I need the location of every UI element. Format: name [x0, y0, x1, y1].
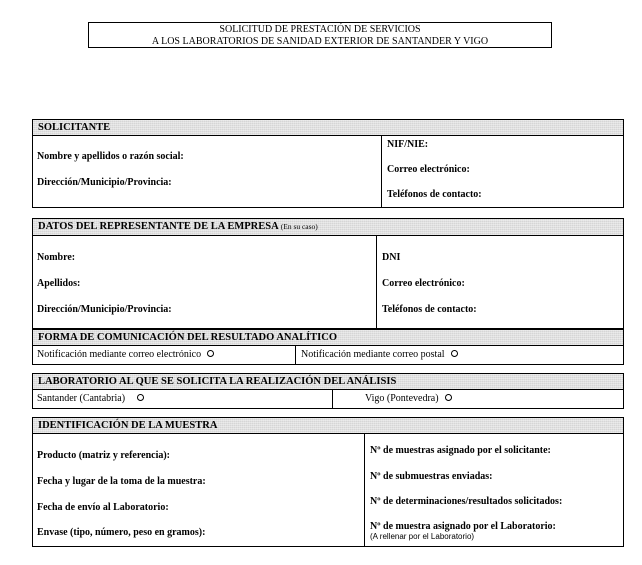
- form-title-box: [88, 22, 552, 48]
- option-santander-label: Santander (Cantabria): [37, 393, 126, 404]
- option-vigo: [365, 393, 452, 404]
- option-santander: [37, 393, 144, 404]
- field-correo: Correo electrónico:: [387, 164, 470, 175]
- radio-postal[interactable]: [451, 350, 458, 357]
- field-rep-direccion: Dirección/Municipio/Provincia:: [37, 304, 172, 315]
- field-n-muestras: Nº de muestras asignado por el solicitante:: [370, 445, 551, 456]
- field-fecha-lugar: Fecha y lugar de la toma de la muestra:: [37, 476, 206, 487]
- form-title-line-2: A LOS LABORATORIOS DE SANIDAD EXTERIOR DE SANTANDER Y VIGO: [151, 36, 489, 47]
- field-envase: Envase (tipo, número, peso en gramos):: [37, 527, 206, 538]
- section-representante-note: (En su caso): [280, 222, 318, 231]
- field-rep-telefonos: Teléfonos de contacto:: [382, 304, 477, 315]
- radio-vigo[interactable]: [445, 394, 452, 401]
- section-solicitante-title: SOLICITANTE: [38, 122, 111, 133]
- application-form: [32, 119, 624, 565]
- option-postal: [301, 349, 458, 360]
- field-n-determinaciones: Nº de determinaciones/resultados solicitados:: [370, 496, 563, 507]
- field-nif: NIF/NIE:: [387, 139, 429, 150]
- section-representante-header: [32, 218, 624, 236]
- field-n-submuestras: Nº de submuestras enviadas:: [370, 471, 493, 482]
- field-rep-dni: DNI: [382, 252, 401, 263]
- radio-santander[interactable]: [137, 394, 144, 401]
- section-comunicacion-title: FORMA DE COMUNICACIÓN DEL RESULTADO ANALÍTICO: [38, 332, 337, 343]
- field-telefonos: Teléfonos de contacto:: [387, 189, 482, 200]
- section-muestra-title: IDENTIFICACIÓN DE LA MUESTRA: [38, 420, 218, 431]
- radio-email[interactable]: [207, 350, 214, 357]
- field-nombre-razon-social: Nombre y apellidos o razón social:: [37, 151, 184, 162]
- section-solicitante-header: [32, 119, 624, 136]
- field-n-muestra-lab-note: (A rellenar por el Laboratorio): [370, 532, 475, 541]
- field-rep-apellidos: Apellidos:: [37, 278, 81, 289]
- field-producto: Producto (matriz y referencia):: [37, 450, 171, 461]
- field-rep-nombre: Nombre:: [37, 252, 76, 263]
- option-email: [37, 349, 214, 360]
- form-title-line-1: SOLICITUD DE PRESTACIÓN DE SERVICIOS: [219, 24, 421, 35]
- option-email-label: Notificación mediante correo electrónico: [37, 349, 202, 360]
- section-representante-title: DATOS DEL REPRESENTANTE DE LA EMPRESA: [38, 221, 279, 232]
- section-laboratorio-title: LABORATORIO AL QUE SE SOLICITA LA REALIZACIÓN DEL ANÁLISIS: [38, 376, 397, 387]
- solicitante-left-cell[interactable]: [32, 135, 382, 208]
- field-fecha-envio: Fecha de envío al Laboratorio:: [37, 502, 169, 513]
- section-muestra-header: [32, 417, 624, 434]
- field-n-muestra-lab: Nº de muestra asignado por el Laboratorio:: [370, 521, 556, 532]
- option-vigo-label: Vigo (Pontevedra): [365, 393, 439, 404]
- option-postal-label: Notificación mediante correo postal: [301, 349, 445, 360]
- section-comunicacion-header: [32, 329, 624, 346]
- field-rep-correo: Correo electrónico:: [382, 278, 465, 289]
- section-laboratorio-header: [32, 373, 624, 390]
- field-direccion: Dirección/Municipio/Provincia:: [37, 177, 172, 188]
